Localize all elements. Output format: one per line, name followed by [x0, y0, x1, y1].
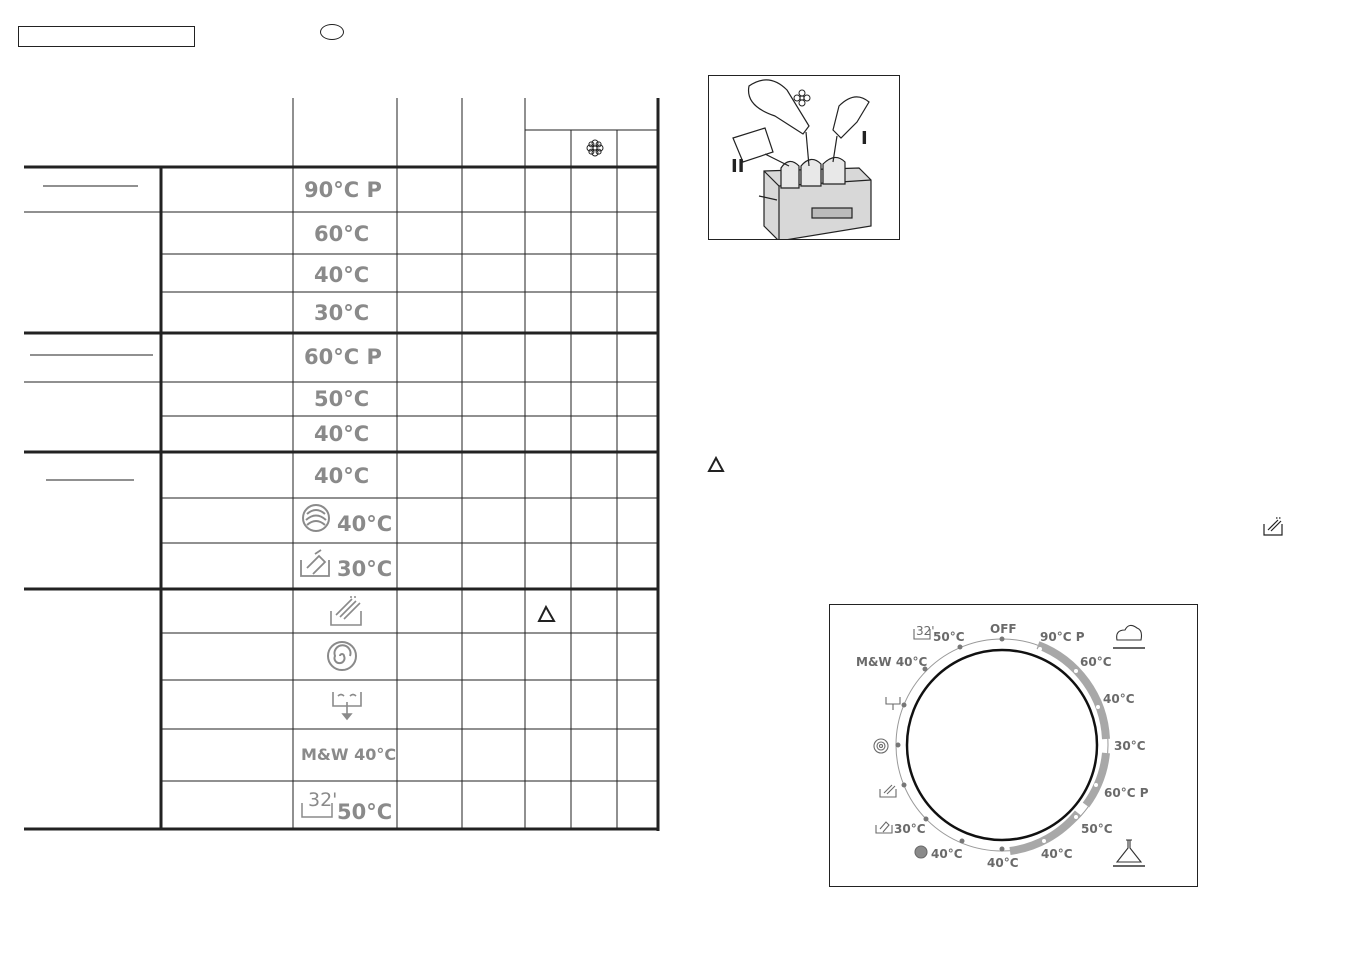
- dial-quick50: 50°C: [933, 630, 965, 644]
- dial-mw40: M&W 40°C: [856, 655, 928, 669]
- synthetic-icon: [1113, 840, 1145, 866]
- dial-60: 60°C: [1080, 655, 1112, 669]
- dial-off: OFF: [990, 622, 1017, 636]
- handwash-icon: [876, 822, 892, 833]
- compartment-1-label: I: [861, 128, 868, 149]
- programme-label: 30°C: [314, 301, 370, 325]
- warning-triangle-icon: [707, 456, 727, 474]
- programme-dial-diagram: [829, 604, 1198, 887]
- quick-minutes: 32': [308, 789, 338, 811]
- warning-triangle-icon: [539, 607, 554, 621]
- wool-icon: [915, 846, 927, 858]
- programme-label: 60°C: [304, 345, 360, 369]
- programme-label: 40°C: [314, 263, 370, 287]
- programme-label: M&W 40°C: [301, 745, 397, 764]
- svg-text:60°C P: [1104, 786, 1149, 800]
- wool-icon: [303, 505, 329, 531]
- p-symbol: P: [1139, 786, 1149, 800]
- drain-icon: [886, 697, 900, 710]
- programme-label: 30°C: [337, 557, 393, 581]
- dial-60p: 60°C: [1104, 786, 1136, 800]
- compartment-2-label: II: [731, 156, 745, 177]
- p-symbol: P: [366, 178, 382, 202]
- spin-icon: [874, 739, 888, 753]
- rinse-shower-icon: [331, 597, 361, 625]
- cotton-icon: [1113, 625, 1145, 648]
- programme-label: 90°C: [304, 178, 360, 202]
- drain-icon: [333, 692, 361, 719]
- dial-50: 50°C: [1081, 822, 1113, 836]
- p-symbol: P: [1075, 630, 1085, 644]
- svg-text:90°C P: [304, 178, 382, 202]
- dispenser-illustration: [708, 75, 900, 240]
- p-symbol: P: [366, 345, 382, 369]
- softener-flower-icon: [587, 140, 603, 156]
- softener-flower-icon: [794, 90, 810, 106]
- programme-label: 40°C: [314, 464, 370, 488]
- dial-quick-minutes: 32': [916, 624, 935, 638]
- dial-hand30: 30°C: [894, 822, 926, 836]
- dial-90: 90°C: [1040, 630, 1072, 644]
- dial-30: 30°C: [1114, 739, 1146, 753]
- programme-label: 50°C: [314, 387, 370, 411]
- rinse-shower-icon: [880, 785, 896, 797]
- dial-40c: 40°C: [987, 856, 1019, 870]
- programme-label: 40°C: [337, 512, 393, 536]
- dial-40a: 40°C: [1103, 692, 1135, 706]
- rinse-shower-icon: [1262, 516, 1286, 538]
- dial-wool40: 40°C: [931, 847, 963, 861]
- dial-40b: 40°C: [1041, 847, 1073, 861]
- programme-label: 60°C: [314, 222, 370, 246]
- svg-text:90°C P: [1040, 630, 1085, 644]
- handwash-icon: [301, 550, 329, 576]
- programme-label: 40°C: [314, 422, 370, 446]
- programme-label: 50°C: [337, 800, 393, 824]
- svg-text:60°C P: [304, 345, 382, 369]
- spin-icon: [328, 642, 356, 670]
